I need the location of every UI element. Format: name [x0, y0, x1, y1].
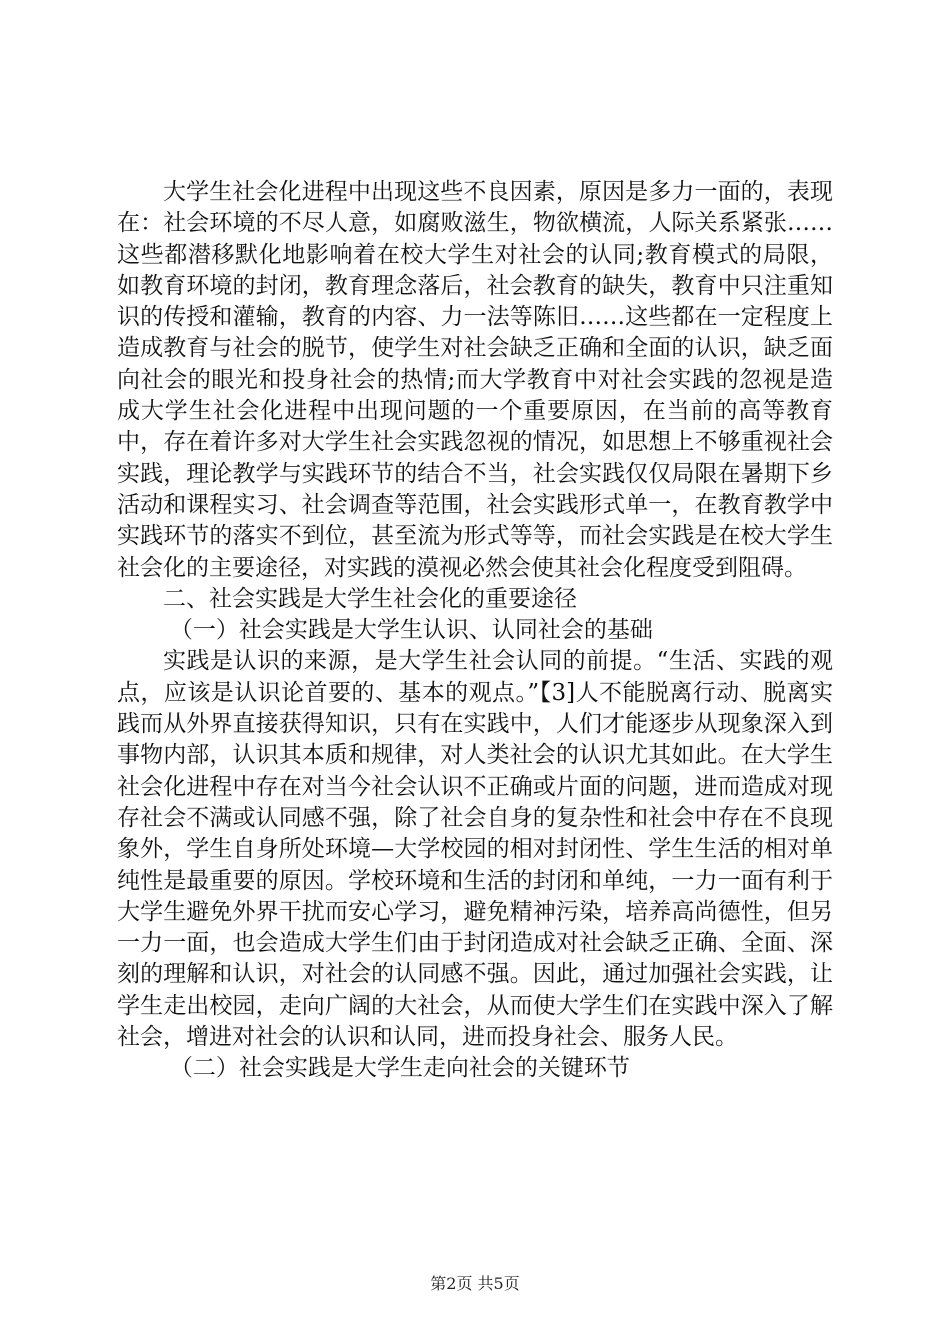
body-paragraph: 大学生社会化进程中出现这些不良因素，原因是多力一面的，表现在：社会环境的不尽人意，如腐败滋生，物欲横流，人际关系紧张……这些都潜移默化地影响着在校大学生对社会的认同;教育模式的局限，如教育环境的封闭，教育理念落后，社会教育的缺失，教育中只注重知识的传授和灌输，教育的内容、力一法等陈旧……这些都在一定程度上造成教育与社会的脱节，使学生对社会缺乏正确和全面的认识，缺乏面向社会的眼光和投身社会的热情;而大学教育中对社会实践的忽视是造成大学生社会化进程中出现问题的一个重要原因，在当前的高等教育中，存在着许多对大学生社会实践忽视的情况，如思想上不够重视社会实践，理论教学与实践环节的结合不当，社会实践仅仅局限在暑期下乡活动和课程实习、社会调查等范围，社会实践形式单一，在教育教学中实践环节的落实不到位，甚至流为形式等等，而社会实践是在校大学生社会化的主要途径，对实践的漠视必然会使其社会化程度受到阻碍。 [117, 179, 833, 581]
section-heading: 二、社会实践是大学生社会化的重要途径 [163, 585, 577, 612]
page-number-footer: 第2页 共5页 [430, 1274, 520, 1293]
subsection-heading: （二）社会实践是大学生走向社会的关键环节 [169, 1055, 630, 1082]
subsection-heading: （一）社会实践是大学生认识、认同社会的基础 [169, 617, 653, 644]
body-paragraph: 实践是认识的来源，是大学生社会认同的前提。“生活、实践的观点，应该是认识论首要的、基本的观点。”【3]人不能脱离行动、脱离实践而从外界直接获得知识，只有在实践中，人们才能逐步从现象深入到事物内部，认识其本质和规律，对人类社会的认识尤其如此。在大学生社会化进程中存在对当今社会认识不正确或片面的问题，进而造成对现存社会不满或认同感不强，除了社会自身的复杂性和社会中存在不良现象外，学生自身所处环境—大学校园的相对封闭性、学生生活的相对单纯性是最重要的原因。学校环境和生活的封闭和单纯，一力一面有利于大学生避免外界干扰而安心学习，避免精神污染，培养高尚德性，但另一力一面，也会造成大学生们由于封闭造成对社会缺乏正确、全面、深刻的理解和认识，对社会的认同感不强。因此，通过加强社会实践，让学生走出校园，走向广阔的大社会，从而使大学生们在实践中深入了解社会，增进对社会的认识和认同，进而投身社会、服务人民。 [117, 648, 833, 1051]
document-body [117, 177, 833, 1085]
